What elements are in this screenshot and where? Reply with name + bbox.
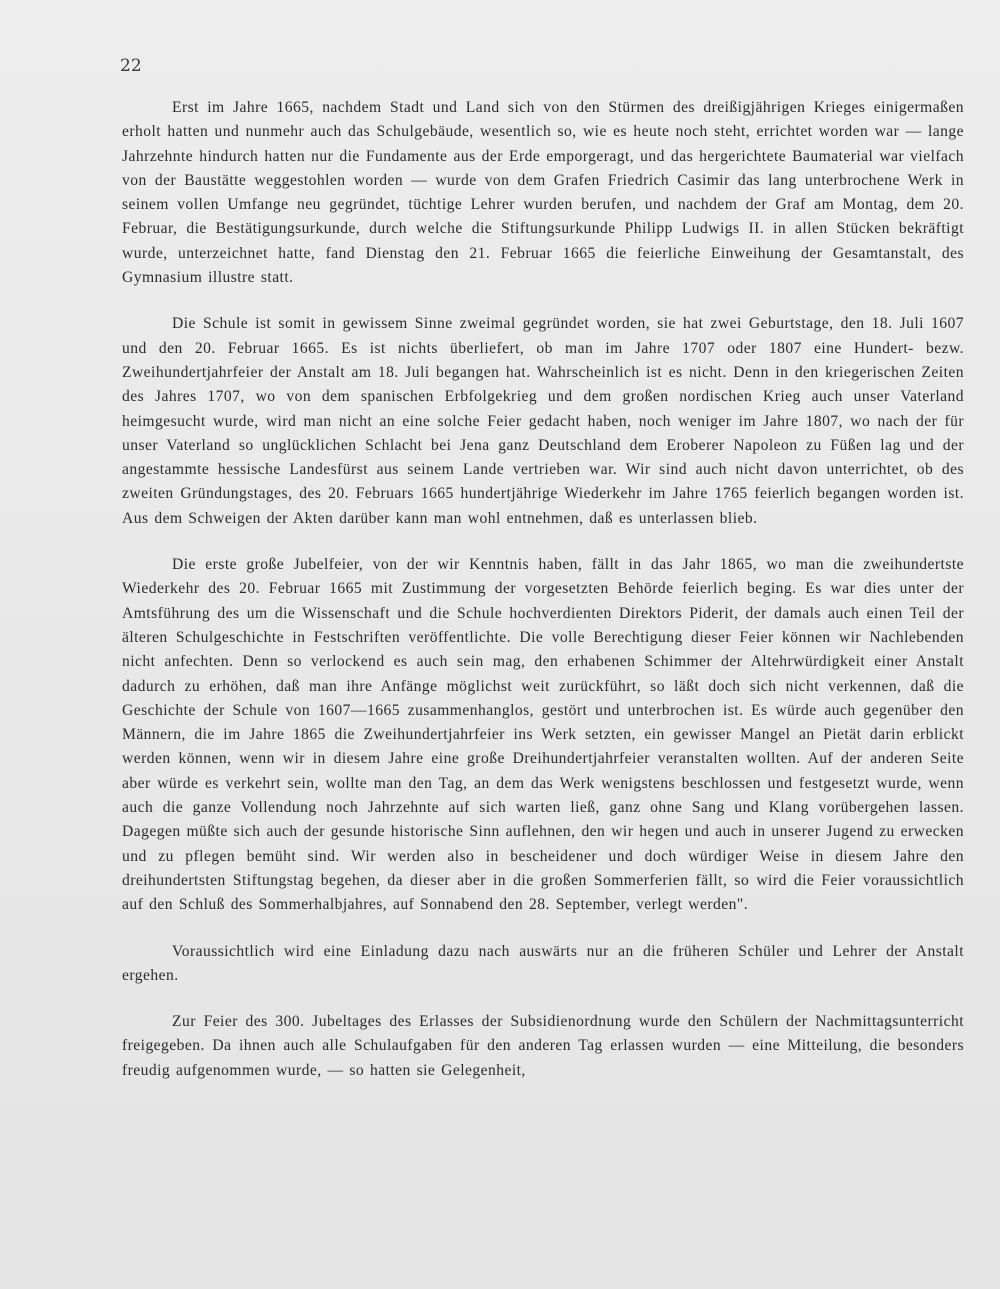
text-body [122,96,964,1105]
paragraph-two-birthdays: Die Schule ist somit in gewissem Sinne zweimal gegründet worden, sie hat zwei Geburtstage, den 18. Juli 1607 und den 20. Februar 1665. Es ist nichts überliefert, ob man im Jahre 1707 oder 1807 eine Hundert- bezw. Zweihundertjahrfeier der Anstalt am 18. Juli begangen hat. Wahrscheinlich ist es nicht. Denn in den kriegerischen Zeiten des Jahres 1707, wo von dem spanischen Erbfolgekrieg und dem großen nordischen Krieg auch unser Vaterland heimgesucht wurde, wird man nicht an eine solche Feier gedacht haben, noch weniger im Jahre 1807, wo nach der für unser Vaterland so unglücklichen Schlacht bei Jena ganz Deutschland dem Eroberer Napoleon zu Füßen lag und der angestammte hessische Landesfürst aus seinem Lande vertrieben war. Wir sind auch nicht davon unterrichtet, ob des zweiten Gründungstages, des 20. Februars 1665 hundertjährige Wiederkehr im Jahre 1765 feierlich begangen worden ist. Aus dem Schweigen der Akten darüber kann man wohl entnehmen, daß es unterlassen blieb. [122,315,964,527]
paragraph-jubilee-1865: Die erste große Jubelfeier, von der wir Kenntnis haben, fällt in das Jahr 1865, wo man die zweihundertste Wiederkehr des 20. Februar 1665 mit Zustimmung der vorgesetzten Behörde feierlich beging. Es war dies unter der Amtsführung des um die Wissenschaft und die Schule hochverdienten Direktors Piderit, der damals auch einen Teil der älteren Schulgeschichte in Festschriften veröffentlichte. Die volle Berechtigung dieser Feier können wir Nachlebenden nicht anfechten. Denn so verlockend es auch sein mag, den erhabenen Schimmer der Altehrwürdigkeit einer Anstalt dadurch zu erhöhen, daß man ihre Anfänge möglichst weit zurückführt, so läßt doch sich nicht verkennen, daß die Geschichte der Schule von 1607—1665 zusammenhanglos, gestört und unterbrochen ist. Es würde auch gegenüber den Männern, die im Jahre 1865 die Zweihundertjahrfeier ins Werk setzten, ein gewisser Mangel an Pietät darin erblickt werden können, wenn wir in diesem Jahre eine große Dreihundertjahrfeier veranstalten wollten. Auf der anderen Seite aber würde es verkehrt sein, wollte man den Tag, an dem das Werk wenigstens beschlossen und festgesetzt wurde, wenn auch die ganze Vollendung noch Jahrzehnte auf sich warten ließ, ganz ohne Sang und Klang vorübergehen lassen. Dagegen müßte sich auch der gesunde historische Sinn auflehnen, den wir hegen und auch in unserer Jugend zu erwecken und zu pflegen bemüht sind. Wir werden also in bescheidener und doch würdiger Weise in diesem Jahre den dreihundertsten Stiftungstag begehen, da dieser aber in die großen Sommerferien fällt, so wird die Feier voraussichtlich auf den Schluß des Sommerhalbjahres, auf Sonnabend den 28. September, verlegt werden". [122,556,964,914]
page-number: 22 [120,56,142,76]
paragraph-invitation: Voraussichtlich wird eine Einladung dazu nach auswärts nur an die früheren Schüler und Lehrer der Anstalt ergehen. [122,942,964,984]
paragraph-300th-celebration: Zur Feier des 300. Jubeltages des Erlasses der Subsidienordnung wurde den Schülern der Nachmittagsunterricht freigegeben. Da ihnen auch alle Schulaufgaben für den anderen Tag erlassen wurden — eine Mitteilung, die besonders freudig aufgenommen wurde, — so hatten sie Gelegenheit, [122,1013,964,1079]
paragraph-founding-1665: Erst im Jahre 1665, nachdem Stadt und Land sich von den Stürmen des dreißigjährigen Krieges einigermaßen erholt hatten und nunmehr auch das Schulgebäude, wesentlich so, wie es heute noch steht, errichtet worden war — lange Jahrzehnte hindurch hatten nur die Fundamente aus der Erde emporgeragt, und das hergerichtete Baumaterial war vielfach von der Baustätte weggestohlen worden — wurde von dem Grafen Friedrich Casimir das lang unterbrochene Werk in seinem vollen Umfange neu gegründet, tüchtige Lehrer wurden berufen, und nachdem der Graf am Montag, dem 20. Februar, die Bestätigungsurkunde, durch welche die Stiftungsurkunde Philipp Ludwigs II. in allen Stücken bekräftigt wurde, unterzeichnet hatte, fand Dienstag den 21. Februar 1665 die feierliche Einweihung der Gesamtanstalt, des Gymnasium illustre statt. [122,99,964,287]
